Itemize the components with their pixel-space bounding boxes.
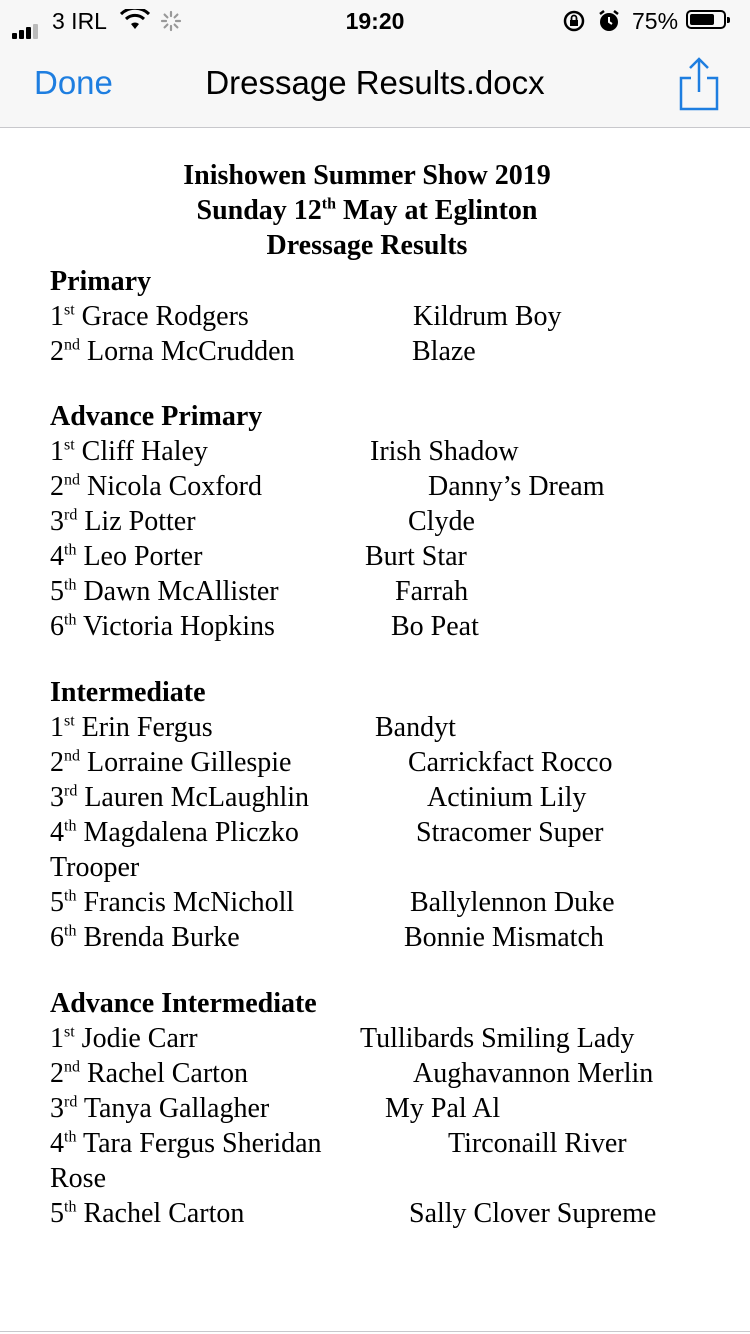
placing-horse: Irish Shadow [370,436,519,467]
share-button[interactable] [676,56,722,115]
placing-rider: 3rd Lauren McLaughlin [50,782,310,813]
placing-horse: Danny’s Dream [428,471,605,502]
placing-rider: 1st Grace Rodgers [50,301,249,332]
document-body [0,128,750,1334]
clock-time: 19:20 [345,8,405,34]
placing-horse: Clyde [408,506,475,537]
placing-rider: 1st Erin Fergus [50,712,213,743]
placing-horse: Farrah [395,576,469,607]
placing-horse: Bonnie Mismatch [404,922,604,953]
placing-rider: 4th Leo Porter [50,541,203,572]
placing-rider: 6th Victoria Hopkins [50,611,275,642]
alarm-icon [597,9,621,33]
battery-percentage: 75% [632,8,679,34]
placing-rider: 5th Francis McNicholl [50,887,295,918]
placing-rider: 2nd Lorna McCrudden [50,336,295,367]
status-bar [0,0,750,40]
section-title: Intermediate [50,677,206,708]
share-icon [676,56,722,112]
placing-horse: Bo Peat [391,611,479,642]
document-title: Dressage Results.docx [205,64,545,101]
placing-rider: 4th Tara Fergus Sheridan [50,1128,322,1159]
placing-horse: Aughavannon Merlin [413,1058,654,1089]
placing-horse: My Pal Al [385,1093,501,1124]
placing-rider: 2nd Rachel Carton [50,1058,248,1089]
rotation-lock-icon [562,9,586,33]
bottom-divider [0,1331,750,1332]
placing-horse: Tullibards Smiling Lady [360,1023,635,1054]
placing-horse: Tirconaill River [448,1128,627,1159]
done-button[interactable]: Done [34,64,113,101]
placing-rider: 3rd Liz Potter [50,506,196,537]
placing-rider: 3rd Tanya Gallagher [50,1093,270,1124]
placing-rider: 2nd Nicola Coxford [50,471,262,502]
navigation-bar [0,40,750,128]
document-heading-results: Dressage Results [266,230,468,261]
document-heading-date: Sunday 12th May at Eglinton [196,195,538,226]
placing-horse: Blaze [412,336,476,367]
carrier-name: 3 IRL [52,8,107,34]
placing-rider: 2nd Lorraine Gillespie [50,747,292,778]
placing-rider: 1st Cliff Haley [50,436,208,467]
placing-horse: Sally Clover Supreme [409,1198,657,1229]
placing-rider: 5th Rachel Carton [50,1198,245,1229]
placing-rider: 6th Brenda Burke [50,922,240,953]
placing-horse: Stracomer Super [416,817,604,848]
placing-horse: Burt Star [365,541,467,572]
placing-horse: Actinium Lily [427,782,587,813]
placing-rider: 1st Jodie Carr [50,1023,198,1054]
placing-rider: 4th Magdalena Pliczko [50,817,299,848]
document-heading-show: Inishowen Summer Show 2019 [183,160,551,191]
placing-horse: Kildrum Boy [413,301,562,332]
section-title: Advance Primary [50,401,263,432]
placing-horse: Ballylennon Duke [410,887,615,918]
placing-horse: Carrickfact Rocco [408,747,613,778]
placing-rider: 5th Dawn McAllister [50,576,279,607]
battery-icon [686,10,726,29]
placing-horse: Bandyt [375,712,456,743]
placing-horse-wrap: Trooper [50,852,140,883]
section-title: Primary [50,266,152,297]
section-title: Advance Intermediate [50,988,317,1019]
placing-horse-wrap: Rose [50,1163,106,1194]
